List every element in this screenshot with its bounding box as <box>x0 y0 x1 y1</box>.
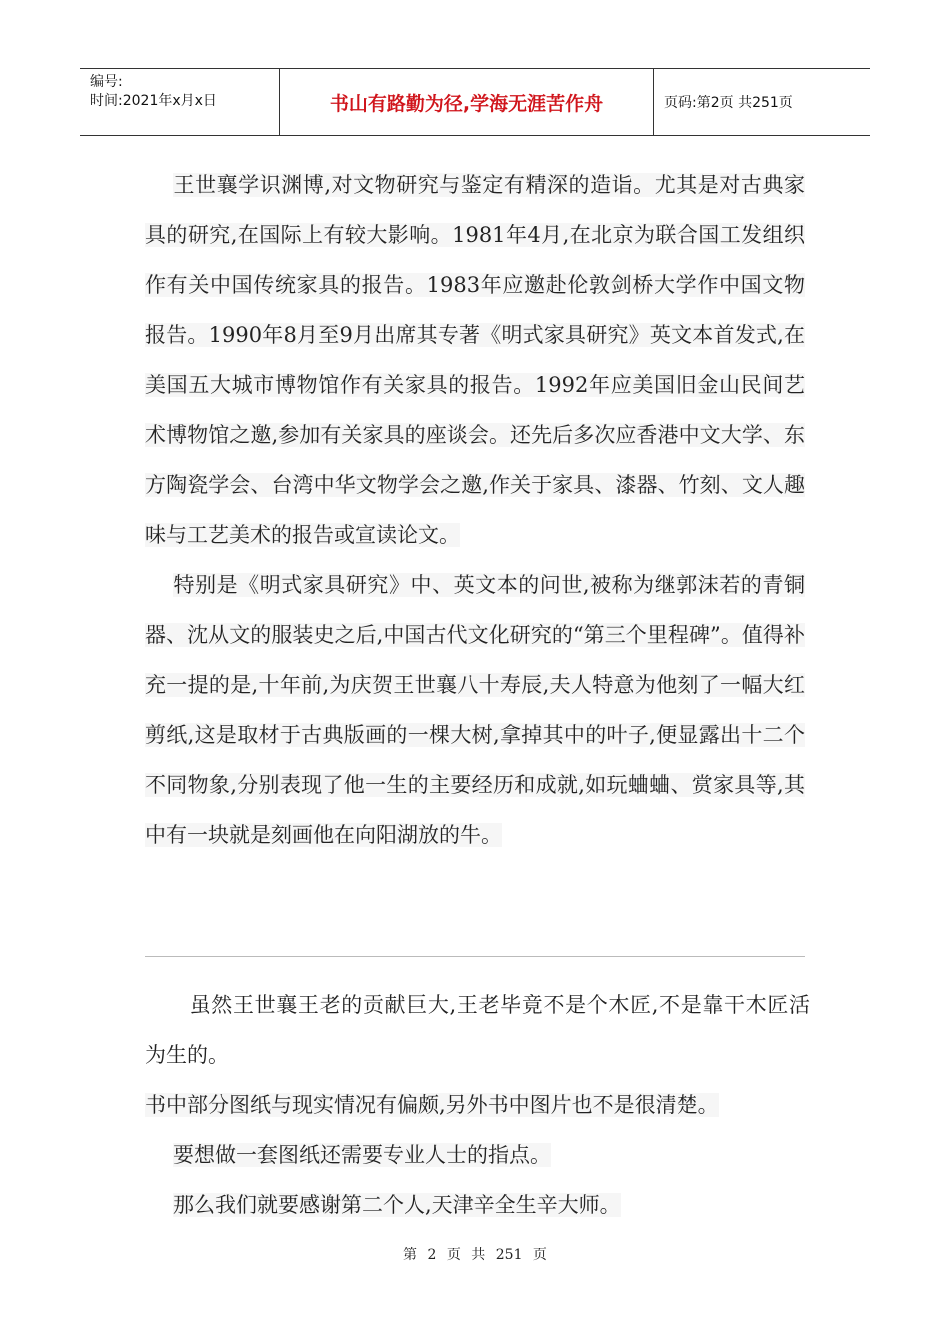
paragraph-3 <box>145 980 810 1080</box>
page-header <box>80 68 870 136</box>
paragraph-1 <box>145 160 805 560</box>
paragraph-4 <box>145 1080 810 1130</box>
paragraph-4-text: 书中部分图纸与现实情况有偏颇,另外书中图片也不是很清楚。 <box>145 1093 719 1117</box>
paragraph-2 <box>145 560 805 860</box>
section-divider <box>145 956 805 957</box>
paragraph-6-text: 那么我们就要感谢第二个人,天津辛全生辛大师。 <box>173 1193 621 1217</box>
header-motto: 书山有路勤为径,学海无涯苦作舟 <box>280 69 654 135</box>
time-label: 时间:2021年x月x日 <box>90 93 217 109</box>
header-page-info: 页码:第2页 共251页 <box>664 95 793 111</box>
header-meta <box>80 69 280 135</box>
paragraph-1-text: 王世襄学识渊博,对文物研究与鉴定有精深的造诣。尤其是对古典家具的研究,在国际上有较大影响。1981年4月,在北京为联合国工发组织作有关中国传统家具的报告。1983年应邀赴伦敦剑桥大学作中国文物报告。1990年8月至9月出席其专著《明式家具研究》英文本首发式,在美国五大城市博物馆作有关家具的报告。1992年应美国旧金山民间艺术博物馆之邀,参加有关家具的座谈会。还先后多次应香港中文大学、东方陶瓷学会、台湾中华文物学会之邀,作关于家具、漆器、竹刻、文人趣味与工艺美术的报告或宣读论文。 <box>145 173 805 547</box>
paragraph-5 <box>145 1130 810 1180</box>
page-footer: 第 2 页 共 251 页 <box>403 1247 547 1263</box>
paragraph-6 <box>145 1180 810 1230</box>
paragraph-3-text: 虽然王世襄王老的贡献巨大,王老毕竟不是个木匠,不是靠干木匠活为生的。 <box>145 993 810 1067</box>
paragraph-5-text: 要想做一套图纸还需要专业人士的指点。 <box>173 1143 551 1167</box>
paragraph-2-text: 特别是《明式家具研究》中、英文本的问世,被称为继郭沫若的青铜器、沈从文的服装史之后,中国古代文化研究的“第三个里程碑”。值得补充一提的是,十年前,为庆贺王世襄八十寿辰,夫人特意为他刻了一幅大红剪纸,这是取材于古典版画的一棵大树,拿掉其中的叶子,便显露出十二个不同物象,分别表现了他一生的主要经历和成就,如玩蛐蛐、赏家具等,其中有一块就是刻画他在向阳湖放的牛。 <box>145 573 805 847</box>
document-body <box>145 160 805 860</box>
number-label: 编号: <box>90 74 123 90</box>
document-body-second <box>145 980 810 1230</box>
